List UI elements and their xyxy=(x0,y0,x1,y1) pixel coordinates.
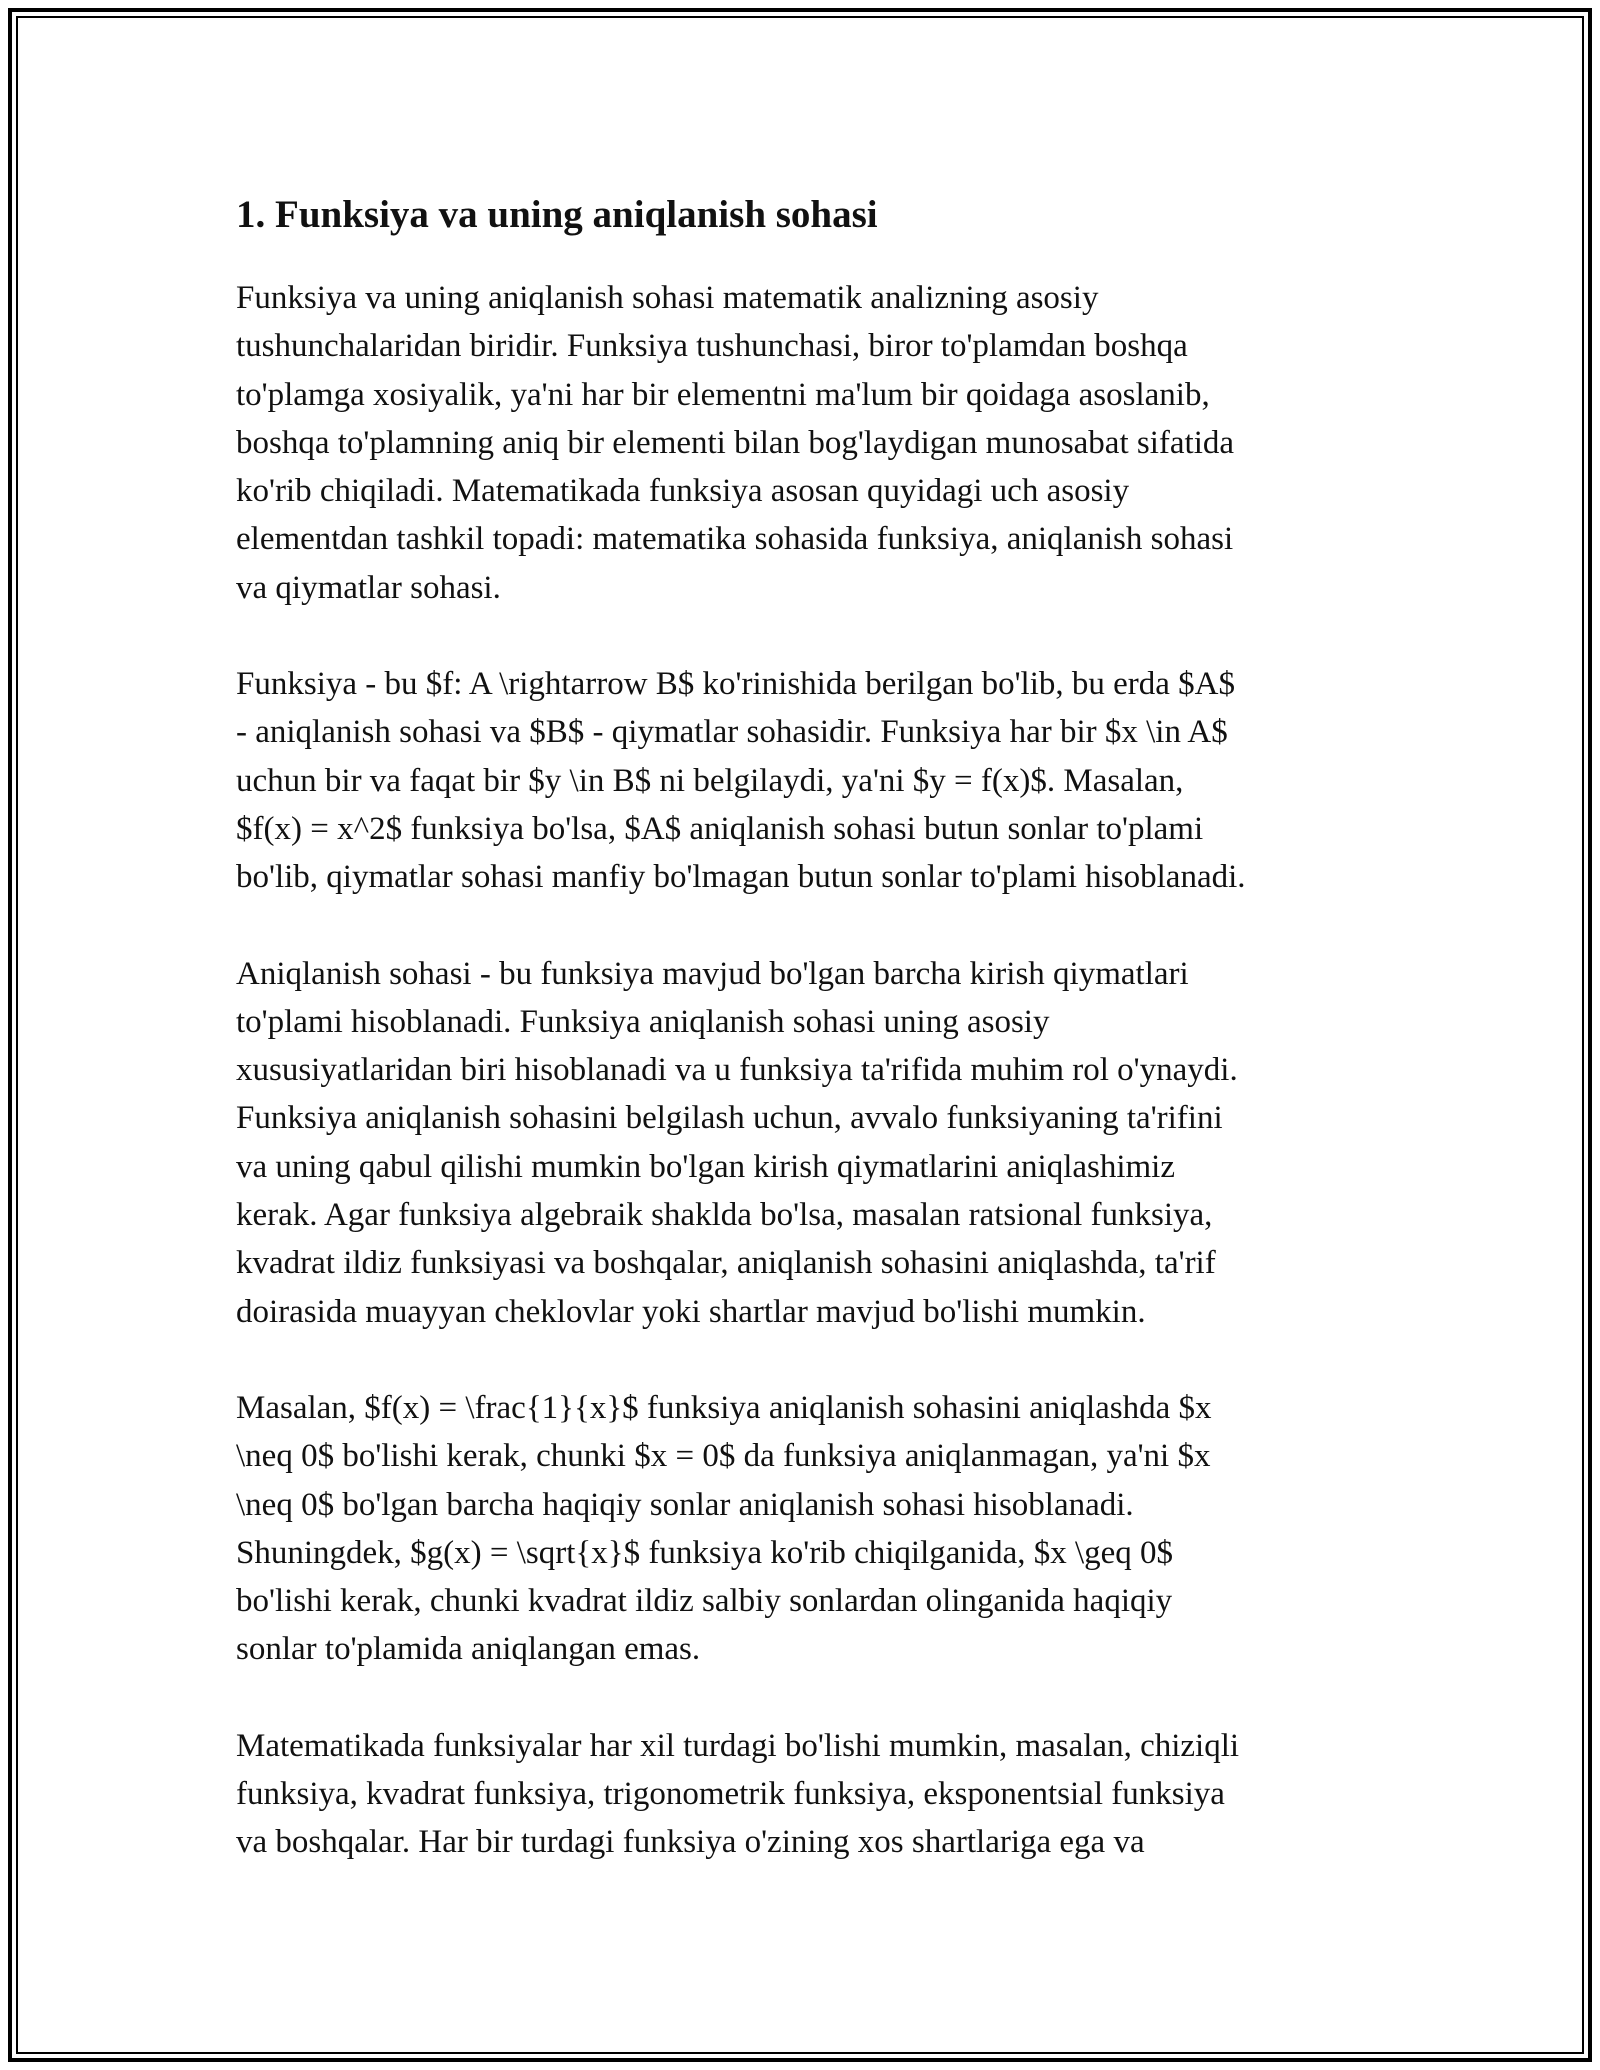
text-line: bo'lishi kerak, chunki kvadrat ildiz salbiy sonlardan olinganida haqiqiy xyxy=(236,1583,1173,1620)
text-line: \neq 0$ bo'lgan barcha haqiqiy sonlar aniqlanish sohasi hisoblanadi. xyxy=(236,1486,1134,1523)
paragraph-intro xyxy=(236,274,1366,612)
paragraph-domain xyxy=(236,950,1366,1336)
text-line: funksiya, kvadrat funksiya, trigonometrik funksiya, eksponentsial funksiya xyxy=(236,1776,1225,1813)
text-line: - aniqlanish sohasi va $B$ - qiymatlar sohasidir. Funksiya har bir $x \in A$ xyxy=(236,714,1228,751)
text-line: Shuningdek, $g(x) = \sqrt{x}$ funksiya ko'rib chiqilganida, $x \geq 0$ xyxy=(236,1534,1174,1571)
text-line: kerak. Agar funksiya algebraik shakldа bo'lsa, masalan ratsional funksiya, xyxy=(236,1197,1213,1234)
text-line: to'plami hisoblanadi. Funksiya aniqlanish sohasi uning asosiy xyxy=(236,1003,1050,1040)
text-line: va uning qabul qilishi mumkin bo'lgan kirish qiymatlarini aniqlashimiz xyxy=(236,1148,1176,1185)
text-line: kvadrat ildiz funksiyasi va boshqalar, aniqlanish sohasini aniqlashda, ta'rif xyxy=(236,1245,1216,1282)
text-line: Matematikada funksiyalar har xil turdagi bo'lishi mumkin, masalan, chiziqli xyxy=(236,1727,1240,1764)
text-line: to'plamga xosiyalik, ya'ni har bir elementni ma'lum bir qoidaga asoslanib, xyxy=(236,376,1210,413)
text-line: doirasida muayyan cheklovlar yoki shartlar mavjud bo'lishi mumkin. xyxy=(236,1293,1146,1330)
text-line: va boshqalar. Har bir turdagi funksiya o'zining xos shartlariga ega va xyxy=(236,1824,1145,1861)
text-line: \neq 0$ bo'lishi kerak, chunki $x = 0$ da funksiya aniqlanmagan, ya'ni $x xyxy=(236,1438,1211,1475)
text-line: sonlar to'plamida aniqlangan emas. xyxy=(236,1631,701,1668)
text-line: Funksiya - bu $f: A \rightarrow B$ ko'rinishida berilgan bo'lib, bu erda $A$ xyxy=(236,666,1236,703)
text-line: elementdan tashkil topadi: matematika sohasida funksiya, aniqlanish sohasi xyxy=(236,521,1234,558)
text-line: ko'rib chiqiladi. Matematikada funksiya asosan quyidagi uch asosiy xyxy=(236,473,1130,510)
text-line: bo'lib, qiymatlar sohasi manfiy bo'lmagan butun sonlar to'plami hisoblanadi. xyxy=(236,859,1246,896)
paragraph-definition xyxy=(236,660,1366,901)
text-line: Masalan, $f(x) = \frac{1}{x}$ funksiya aniqlanish sohasini aniqlashda $x xyxy=(236,1389,1212,1426)
text-line: uchun bir va faqat bir $y \in B$ ni belgilaydi, ya'ni $y = f(x)$. Masalan, xyxy=(236,762,1184,799)
text-line: boshqa to'plamning aniq bir elementi bilan bog'laydigan munosabat sifatida xyxy=(236,424,1235,461)
document-body xyxy=(236,186,1366,1915)
section-heading: 1. Funksiya va uning aniqlanish sohasi xyxy=(236,193,878,236)
text-line: $f(x) = x^2$ funksiya bo'lsa, $A$ aniqlanish sohasi butun sonlar to'plami xyxy=(236,810,1204,847)
paragraph-types xyxy=(236,1722,1366,1867)
text-line: xususiyatlaridan biri hisoblanadi va u funksiya ta'rifida muhim rol o'ynaydi. xyxy=(236,1052,1238,1089)
paragraph-examples xyxy=(236,1384,1366,1674)
text-line: tushunchalaridan biridir. Funksiya tushunchasi, biror to'plamdan boshqa xyxy=(236,328,1188,365)
text-line: va qiymatlar sohasi. xyxy=(236,569,501,606)
text-line: Funksiya aniqlanish sohasini belgilash uchun, avvalo funksiyaning ta'rifini xyxy=(236,1100,1223,1137)
text-line: Aniqlanish sohasi - bu funksiya mavjud bo'lgan barcha kirish qiymatlari xyxy=(236,955,1189,992)
text-line: Funksiya va uning aniqlanish sohasi matematik analizning asosiy xyxy=(236,280,1099,316)
